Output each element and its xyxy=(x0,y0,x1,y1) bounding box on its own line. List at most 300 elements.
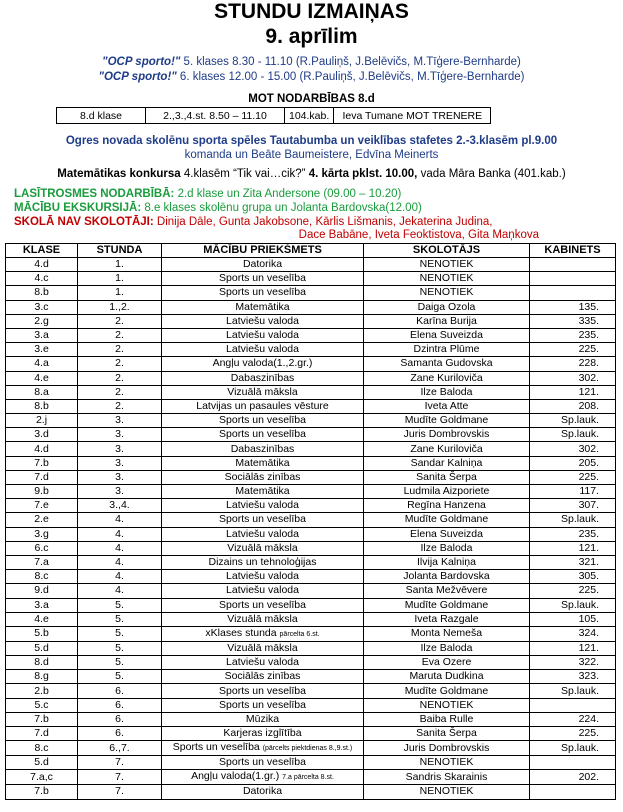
ocp-text: 6. klases 12.00 - 15.00 (R.Pauliņš, J.Belēvičs, M.Tīģere-Bernharde) xyxy=(176,71,525,83)
cell-kabinets xyxy=(530,756,616,770)
cell-teacher: Iveta Atte xyxy=(364,399,530,413)
table-row xyxy=(6,314,616,328)
cell-subject xyxy=(162,456,364,470)
cell-teacher: Ludmila Aizporiete xyxy=(364,485,530,499)
cell-teacher: Zane Kuriloviča xyxy=(364,371,530,385)
table-row xyxy=(6,684,616,698)
mot-title: MOT NODARBĪBAS 8.d xyxy=(248,93,375,105)
subject-text: Sociālās zinības xyxy=(224,470,301,483)
subject-text: Latviešu valoda xyxy=(226,314,299,327)
cell-kabinets xyxy=(530,258,616,272)
mot-table xyxy=(56,107,491,124)
cell-subject xyxy=(162,442,364,456)
cell-kabinets: 322. xyxy=(530,656,616,670)
subject-text: Sports un veselība xyxy=(219,272,306,285)
table-row xyxy=(6,555,616,569)
cell-kabinets: 307. xyxy=(530,499,616,513)
subject-text: Vizuālā māksla xyxy=(227,612,298,625)
table-row xyxy=(6,513,616,527)
cell-kabinets: 305. xyxy=(530,570,616,584)
cell-stunda: 6. xyxy=(78,684,162,698)
math-bold: 4. kārta pklst. 10.00, xyxy=(308,168,418,180)
cell-subject xyxy=(162,399,364,413)
cell-klase: 3.e xyxy=(6,343,78,357)
cell-stunda: 3. xyxy=(78,428,162,442)
subject-text: Vizuālā māksla xyxy=(227,541,298,554)
cell-stunda: 4. xyxy=(78,555,162,569)
ocp-name: "OCP sporto!" xyxy=(102,56,181,68)
cell-kabinets: 225. xyxy=(530,727,616,741)
reading-text: 2.d klase un Zita Andersone (09.00 – 10.20) xyxy=(174,188,402,200)
cell-subject xyxy=(162,598,364,612)
subject-text: Matemātika xyxy=(235,456,290,469)
absent-label: SKOLĀ NAV SKOLOTĀJI: xyxy=(14,216,154,228)
cell-kabinets xyxy=(530,698,616,712)
table-row xyxy=(6,428,616,442)
subject-text: Sports un veselība xyxy=(172,741,260,754)
cell-kabinets: 208. xyxy=(530,399,616,413)
subject-text: Datorika xyxy=(242,258,283,271)
cell-kabinets: 225. xyxy=(530,584,616,598)
cell-kabinets xyxy=(530,272,616,286)
cell-klase: 4.c xyxy=(6,272,78,286)
cell-kabinets: 324. xyxy=(530,626,616,641)
cell-teacher: Ilvija Kalniņa xyxy=(364,555,530,569)
cell-klase: 4.e xyxy=(6,371,78,385)
table-row xyxy=(6,756,616,770)
table-row xyxy=(6,584,616,598)
cell-stunda: 2. xyxy=(78,328,162,342)
cell-stunda: 2. xyxy=(78,371,162,385)
cell-stunda: 5. xyxy=(78,598,162,612)
table-row xyxy=(6,371,616,385)
ocp-line-1 xyxy=(0,55,623,69)
cell-klase: 9.d xyxy=(6,584,78,598)
table-row xyxy=(6,698,616,712)
cell-klase: 8.b xyxy=(6,286,78,300)
ocp-text: 5. klases 8.30 - 11.10 (R.Pauliņš, J.Belēvičs, M.Tīģere-Bernharde) xyxy=(180,56,521,68)
subject-text: Latviešu valoda xyxy=(226,343,299,356)
subject-text: Sports un veselība xyxy=(219,428,306,441)
subject-text: xKlases stunda xyxy=(205,626,277,639)
cell-subject xyxy=(162,485,364,499)
cell-subject xyxy=(162,785,364,799)
cell-klase: 8.a xyxy=(6,385,78,399)
cell-teacher: Sandris Skarainis xyxy=(364,770,530,785)
table-row xyxy=(6,328,616,342)
cell-teacher: Sanita Šerpa xyxy=(364,727,530,741)
cell-klase: 7.a xyxy=(6,555,78,569)
cell-stunda: 1. xyxy=(78,286,162,300)
cell-subject xyxy=(162,414,364,428)
col-header-stunda: STUNDA xyxy=(78,244,162,258)
cell-kabinets: 121. xyxy=(530,385,616,399)
cell-subject xyxy=(162,527,364,541)
cell-teacher: Eva Ozere xyxy=(364,656,530,670)
cell-stunda: 4. xyxy=(78,541,162,555)
ocp-line-2 xyxy=(0,70,623,84)
cell-stunda: 7. xyxy=(78,770,162,785)
table-row xyxy=(6,598,616,612)
cell-kabinets: 121. xyxy=(530,641,616,655)
cell-klase: 9.b xyxy=(6,485,78,499)
page-date: 9. aprīlim xyxy=(265,25,358,48)
cell-kabinets: 323. xyxy=(530,670,616,684)
cell-stunda: 3. xyxy=(78,456,162,470)
col-header-teacher: SKOLOTĀJS xyxy=(364,244,530,258)
cell-stunda: 3.,4. xyxy=(78,499,162,513)
reading-label: LASĪTROSMES NODARBĪBĀ: xyxy=(14,188,175,200)
cell-klase: 2.g xyxy=(6,314,78,328)
cell-stunda: 2. xyxy=(78,399,162,413)
cell-subject xyxy=(162,513,364,527)
subject-text: Mūzika xyxy=(245,712,280,725)
cell-klase: 2.e xyxy=(6,513,78,527)
cell-stunda: 7. xyxy=(78,756,162,770)
math-contest-notice xyxy=(0,167,623,181)
cell-teacher: Ilze Baloda xyxy=(364,541,530,555)
cell-klase: 7.b xyxy=(6,785,78,799)
table-row xyxy=(6,570,616,584)
cell-klase: 4.d xyxy=(6,258,78,272)
cell-klase: 3.a xyxy=(6,598,78,612)
cell-teacher: NENOTIEK xyxy=(364,258,530,272)
subject-text: Sports un veselība xyxy=(219,684,306,697)
ocp-name: "OCP sporto!" xyxy=(98,71,177,83)
table-row xyxy=(6,670,616,684)
table-row xyxy=(6,485,616,499)
cell-stunda: 5. xyxy=(78,656,162,670)
cell-kabinets: 235. xyxy=(530,328,616,342)
cell-stunda: 5. xyxy=(78,641,162,655)
cell-teacher: NENOTIEK xyxy=(364,272,530,286)
table-row xyxy=(6,712,616,726)
changes-table xyxy=(5,243,616,800)
subject-note: pārcelta 6.st. xyxy=(279,630,320,638)
subject-text: Vizuālā māksla xyxy=(227,385,298,398)
cell-subject xyxy=(162,641,364,655)
cell-kabinets: 105. xyxy=(530,612,616,626)
cell-teacher: Maruta Dudkina xyxy=(364,670,530,684)
cell-subject xyxy=(162,626,364,641)
cell-subject xyxy=(162,584,364,598)
cell-teacher: Zane Kuriloviča xyxy=(364,442,530,456)
cell-subject xyxy=(162,570,364,584)
subject-text: Latviešu valoda xyxy=(226,570,299,583)
subject-text: Sports un veselība xyxy=(219,698,306,711)
cell-stunda: 5. xyxy=(78,670,162,684)
cell-stunda: 6. xyxy=(78,712,162,726)
cell-subject xyxy=(162,300,364,314)
cell-stunda: 2. xyxy=(78,314,162,328)
table-row xyxy=(6,414,616,428)
cell-kabinets: 121. xyxy=(530,541,616,555)
cell-stunda: 1.,2. xyxy=(78,300,162,314)
cell-teacher: Iveta Razgale xyxy=(364,612,530,626)
subject-text: Angļu valoda(1.,2.gr.) xyxy=(212,357,313,370)
cell-subject xyxy=(162,756,364,770)
table-row xyxy=(6,442,616,456)
mot-teacher: Ieva Tumane MOT TRENERE xyxy=(334,108,491,124)
math-suffix: vada Māra Banka (401.kab.) xyxy=(417,168,566,180)
subject-text: Latviešu valoda xyxy=(226,656,299,669)
absent-notice-line-2: Dace Babāne, Iveta Feoktistova, Gita Maņkova xyxy=(298,229,539,241)
cell-kabinets: 225. xyxy=(530,470,616,484)
cell-subject xyxy=(162,328,364,342)
cell-subject xyxy=(162,712,364,726)
cell-kabinets: 321. xyxy=(530,555,616,569)
cell-teacher: NENOTIEK xyxy=(364,698,530,712)
table-row xyxy=(6,272,616,286)
cell-teacher: Regīna Hanzena xyxy=(364,499,530,513)
cell-teacher: Juris Dombrovskis xyxy=(364,741,530,756)
cell-teacher: Ilze Baloda xyxy=(364,385,530,399)
subject-text: Matemātika xyxy=(235,300,290,313)
cell-subject xyxy=(162,272,364,286)
cell-teacher: Sandar Kalniņa xyxy=(364,456,530,470)
cell-stunda: 3. xyxy=(78,442,162,456)
cell-teacher: Monta Nemeša xyxy=(364,626,530,641)
cell-teacher: Mudīte Goldmane xyxy=(364,598,530,612)
cell-kabinets: 224. xyxy=(530,712,616,726)
cell-klase: 8.d xyxy=(6,656,78,670)
cell-klase: 5.b xyxy=(6,626,78,641)
cell-kabinets: 228. xyxy=(530,357,616,371)
cell-subject xyxy=(162,684,364,698)
cell-klase: 4.a xyxy=(6,357,78,371)
cell-subject xyxy=(162,470,364,484)
cell-subject xyxy=(162,656,364,670)
col-header-kabinets: KABINETS xyxy=(530,244,616,258)
cell-klase: 7.b xyxy=(6,712,78,726)
subject-text: Sports un veselība xyxy=(219,598,306,611)
cell-stunda: 1. xyxy=(78,258,162,272)
table-row xyxy=(6,641,616,655)
cell-kabinets xyxy=(530,785,616,799)
col-header-subject: MĀCĪBU PRIEKŠMETS xyxy=(162,244,364,258)
subject-text: Latviešu valoda xyxy=(226,499,299,512)
subject-note: (pārcelts piektdienas 8.,9.st.) xyxy=(262,745,353,753)
cell-subject xyxy=(162,541,364,555)
subject-text: Latviešu valoda xyxy=(226,584,299,597)
absent-notice xyxy=(14,216,493,229)
cell-stunda: 5. xyxy=(78,626,162,641)
table-row xyxy=(6,499,616,513)
cell-stunda: 4. xyxy=(78,570,162,584)
table-header-row xyxy=(6,244,616,258)
cell-teacher: Mudīte Goldmane xyxy=(364,414,530,428)
cell-kabinets: Sp.lauk. xyxy=(530,513,616,527)
cell-subject xyxy=(162,314,364,328)
subject-text: Sports un veselība xyxy=(219,414,306,427)
cell-teacher: Dzintra Plūme xyxy=(364,343,530,357)
cell-klase: 7.e xyxy=(6,499,78,513)
cell-teacher: Elena Suveizda xyxy=(364,328,530,342)
subject-text: Sports un veselība xyxy=(219,286,306,299)
cell-kabinets: 117. xyxy=(530,485,616,499)
cell-klase: 2.j xyxy=(6,414,78,428)
cell-subject xyxy=(162,727,364,741)
subject-text: Sociālās zinības xyxy=(224,670,301,683)
subject-text: Dabaszinības xyxy=(230,442,295,455)
mot-time: 2.,3.,4.st. 8.50 – 11.10 xyxy=(146,108,285,124)
mot-row xyxy=(57,108,491,124)
cell-kabinets: 225. xyxy=(530,343,616,357)
table-row xyxy=(6,385,616,399)
ogre-line-2: komanda un Beāte Baumeistere, Edvīna Meinerts xyxy=(184,149,439,161)
table-row xyxy=(6,541,616,555)
table-row xyxy=(6,343,616,357)
cell-stunda: 3. xyxy=(78,470,162,484)
subject-note: 7.a pārcelta 8.st. xyxy=(282,774,334,782)
subject-text: Angļu valoda(1.gr.) xyxy=(191,770,280,783)
cell-klase: 7.b xyxy=(6,456,78,470)
cell-subject xyxy=(162,612,364,626)
cell-klase: 8.c xyxy=(6,570,78,584)
cell-teacher: Daiga Ozola xyxy=(364,300,530,314)
table-row xyxy=(6,357,616,371)
reading-notice xyxy=(14,188,401,201)
cell-kabinets: Sp.lauk. xyxy=(530,598,616,612)
cell-stunda: 6. xyxy=(78,727,162,741)
cell-subject xyxy=(162,286,364,300)
cell-teacher: NENOTIEK xyxy=(364,785,530,799)
table-body xyxy=(6,258,616,800)
table-row xyxy=(6,785,616,799)
cell-subject xyxy=(162,670,364,684)
cell-teacher: Mudīte Goldmane xyxy=(364,684,530,698)
cell-teacher: Sanita Šerpa xyxy=(364,470,530,484)
cell-teacher: Elena Suveizda xyxy=(364,527,530,541)
cell-klase: 5.d xyxy=(6,756,78,770)
cell-klase: 2.b xyxy=(6,684,78,698)
cell-klase: 3.g xyxy=(6,527,78,541)
cell-stunda: 4. xyxy=(78,513,162,527)
cell-klase: 3.d xyxy=(6,428,78,442)
excursion-text: 8.e klases skolēnu grupa un Jolanta Bardovska(12.00) xyxy=(141,202,422,214)
table-row xyxy=(6,258,616,272)
cell-subject xyxy=(162,698,364,712)
cell-teacher: Juris Dombrovskis xyxy=(364,428,530,442)
cell-stunda: 4. xyxy=(78,527,162,541)
cell-subject xyxy=(162,385,364,399)
cell-subject xyxy=(162,555,364,569)
cell-kabinets: 335. xyxy=(530,314,616,328)
math-prefix: Matemātikas konkursa xyxy=(57,168,181,180)
cell-teacher: NENOTIEK xyxy=(364,756,530,770)
cell-klase: 7.d xyxy=(6,727,78,741)
cell-teacher: NENOTIEK xyxy=(364,286,530,300)
table-row xyxy=(6,741,616,756)
table-row xyxy=(6,770,616,785)
subject-text: Dizains un tehnoloģijas xyxy=(208,556,317,569)
cell-stunda: 3. xyxy=(78,414,162,428)
cell-kabinets: Sp.lauk. xyxy=(530,684,616,698)
cell-klase: 4.d xyxy=(6,442,78,456)
cell-teacher: Karīna Burija xyxy=(364,314,530,328)
cell-subject xyxy=(162,770,364,785)
cell-kabinets: 302. xyxy=(530,442,616,456)
cell-kabinets: Sp.lauk. xyxy=(530,414,616,428)
cell-kabinets: 235. xyxy=(530,527,616,541)
cell-stunda: 2. xyxy=(78,385,162,399)
cell-stunda: 3. xyxy=(78,485,162,499)
cell-stunda: 7. xyxy=(78,785,162,799)
cell-teacher: Jolanta Bardovska xyxy=(364,570,530,584)
subject-text: Latviešu valoda xyxy=(226,527,299,540)
cell-klase: 3.c xyxy=(6,300,78,314)
cell-subject xyxy=(162,428,364,442)
excursion-notice xyxy=(14,202,422,215)
cell-klase: 8.g xyxy=(6,670,78,684)
cell-klase: 7.d xyxy=(6,470,78,484)
cell-stunda: 2. xyxy=(78,357,162,371)
subject-text: Vizuālā māksla xyxy=(227,641,298,654)
col-header-klase: KLASE xyxy=(6,244,78,258)
cell-teacher: Samanta Gudovska xyxy=(364,357,530,371)
cell-teacher: Ilze Baloda xyxy=(364,641,530,655)
subject-text: Sports un veselība xyxy=(219,513,306,526)
cell-teacher: Mudīte Goldmane xyxy=(364,513,530,527)
excursion-label: MĀCĪBU EKSKURSIJĀ: xyxy=(14,202,142,214)
table-row xyxy=(6,470,616,484)
ogre-games-notice xyxy=(0,134,623,162)
table-row xyxy=(6,399,616,413)
cell-subject xyxy=(162,371,364,385)
table-row xyxy=(6,286,616,300)
table-row xyxy=(6,727,616,741)
mot-class: 8.d klase xyxy=(57,108,146,124)
ogre-line-1: Ogres novada skolēnu sporta spēles Tautabumba un veiklības stafetes 2.-3.klasēm pl.9.00 xyxy=(65,135,558,147)
cell-klase: 8.c xyxy=(6,741,78,756)
mot-room: 104.kab. xyxy=(285,108,334,124)
subject-text: Karjeras izglītība xyxy=(223,727,302,740)
cell-stunda: 6.,7. xyxy=(78,741,162,756)
subject-text: Matemātika xyxy=(235,485,290,498)
cell-kabinets: 135. xyxy=(530,300,616,314)
cell-kabinets: 202. xyxy=(530,770,616,785)
table-row xyxy=(6,626,616,641)
subject-text: Dabaszinības xyxy=(230,371,295,384)
page-title: STUNDU IZMAIŅAS xyxy=(214,0,409,23)
table-row xyxy=(6,527,616,541)
cell-klase: 5.d xyxy=(6,641,78,655)
subject-text: Datorika xyxy=(242,785,283,798)
table-row xyxy=(6,456,616,470)
cell-kabinets: Sp.lauk. xyxy=(530,741,616,756)
table-row xyxy=(6,656,616,670)
cell-kabinets: Sp.lauk. xyxy=(530,428,616,442)
cell-kabinets xyxy=(530,286,616,300)
cell-stunda: 5. xyxy=(78,612,162,626)
cell-teacher: Santa Mežvēvere xyxy=(364,584,530,598)
subject-text: Latvijas un pasaules vēsture xyxy=(196,399,329,412)
cell-kabinets: 302. xyxy=(530,371,616,385)
cell-klase: 5.c xyxy=(6,698,78,712)
cell-kabinets: 205. xyxy=(530,456,616,470)
cell-klase: 6.c xyxy=(6,541,78,555)
table-row xyxy=(6,612,616,626)
cell-stunda: 2. xyxy=(78,343,162,357)
cell-klase: 8.b xyxy=(6,399,78,413)
math-mid: 4.klasēm “Tik vai…cik?” xyxy=(180,168,309,180)
cell-subject xyxy=(162,258,364,272)
cell-stunda: 1. xyxy=(78,272,162,286)
cell-subject xyxy=(162,357,364,371)
cell-subject xyxy=(162,499,364,513)
table-row xyxy=(6,300,616,314)
subject-text: Latviešu valoda xyxy=(226,329,299,342)
